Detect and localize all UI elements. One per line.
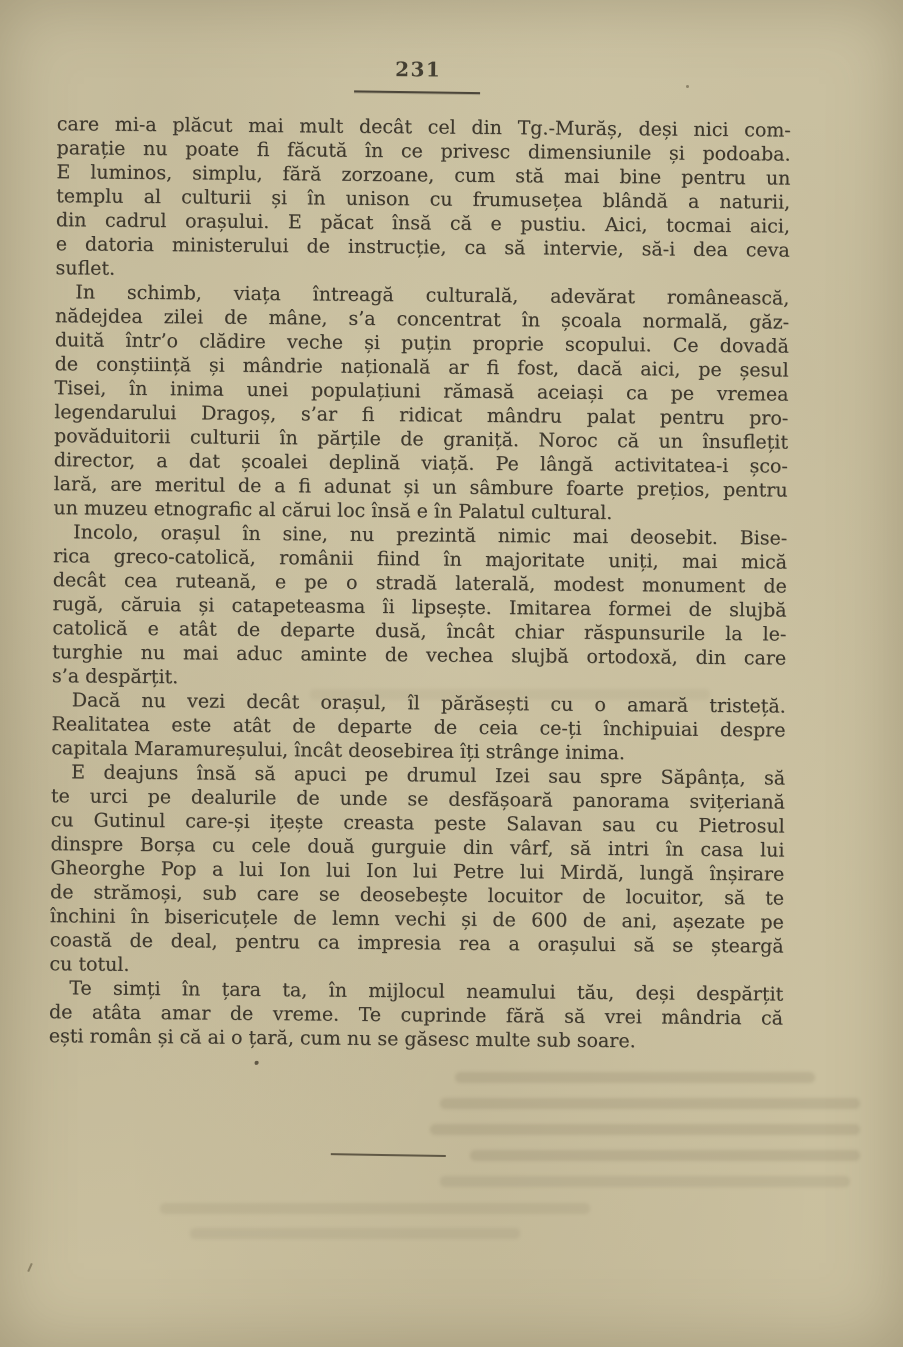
text-line: Tisei, în inima unei populațiuni rămasă aceiași ca pe vremea [54, 377, 789, 406]
text-line: Incolo, orașul în sine, nu prezintă nimic mai deosebit. Bise- [73, 521, 788, 550]
text-line: templu al culturii și în unison cu frumusețea blândă a naturii, [56, 185, 791, 214]
text-line: povăduitorii culturii în părțile de graniță. Noroc că un însuflețit [53, 425, 789, 454]
text-line: închini în bisericuțele de lemn vechi și de 600 de ani, așezate pe [49, 905, 784, 934]
text-line: Realitatea este atât de departe de ceia ce-ți închipuiai despre [51, 713, 786, 742]
text-line: s’a despărțit. [51, 665, 179, 689]
text-line: Dacă nu vezi decât orașul, îl părăsești cu o amară tristeță. [71, 689, 786, 718]
bleedthrough-artifact [430, 1124, 860, 1135]
text-line: parație nu poate fi făcută în ce privesc dimensiunile și podoaba. [56, 137, 791, 166]
text-line: te urci pe dealurile de unde se desfășoară panorama svițeriană [50, 785, 785, 814]
text-line: director, a dat școalei deplină viață. Pe lângă activitatea-i șco- [53, 449, 788, 478]
section-end-rule [331, 1153, 446, 1157]
text-line: de strămoși, sub care se deosebește locuitor de locuitor, să te [49, 881, 785, 910]
bleedthrough-artifact [440, 1176, 850, 1187]
page-number: 231 [395, 57, 442, 82]
text-line: un muzeu etnografic al cărui loc însă e în Palatul cultural. [53, 497, 613, 525]
page-number-rule [354, 90, 480, 94]
text-line: dinspre Borșa cu cele două gurguie din vârf, să intri în casa lui [50, 833, 785, 862]
text-line: turghie nu mai aduc aminte de vechea slujbă ortodoxă, din care [52, 641, 787, 670]
text-line: In schimb, viața întreagă culturală, adevărat românească, [75, 281, 790, 310]
bleedthrough-artifact [440, 1098, 860, 1109]
bleedthrough-artifact [310, 689, 710, 700]
text-line: E luminos, simplu, fără zorzoane, cum stă mai bine pentru un [56, 161, 791, 190]
text-line: suflet. [55, 257, 116, 280]
text-line: legendarului Dragoș, s’ar fi ridicat mândru palat pentru pro- [54, 401, 789, 430]
text-line: lară, are meritul de a fi adunat și un sâmbure foarte prețios, pentru [53, 473, 788, 502]
ink-dot-artifact [255, 1061, 259, 1065]
text-line: Te simți în țara ta, în mijlocul neamului tău, deși despărțit [69, 977, 784, 1006]
text-line: cu Gutinul care-și ițește creasta peste Salavan sau cu Pietrosul [50, 809, 785, 838]
text-line: cu totul. [49, 953, 130, 976]
text-line: din cadrul orașului. E păcat însă că e pustiu. Aici, tocmai aici, [55, 209, 791, 238]
text-line: capitala Maramureșului, încât deosebirea îți strânge inima. [51, 737, 626, 765]
bleedthrough-artifact [455, 1072, 815, 1083]
text-line: duită într’o clădire veche și puțin proprie scopului. Ce dovadă [54, 329, 789, 358]
bleedthrough-artifact [190, 1228, 520, 1239]
text-line: care mi-a plăcut mai mult decât cel din Tg.-Murăș, deși nici com- [56, 113, 791, 142]
text-line: coastă de deal, pentru ca impresia rea a orașului să se șteargă [49, 929, 784, 958]
text-line: e datoria ministerului de instrucție, ca să intervie, să-i dea ceva [55, 233, 790, 262]
paragraph [55, 112, 790, 286]
text-line: de conștiință și mândrie națională ar fi fost, dacă aici, pe șesul [54, 353, 789, 382]
text-line: Gheorghe Pop a lui Ion lui Ion lui Petre lui Mirdă, lungă înșirare [50, 857, 785, 886]
paragraph [49, 760, 785, 982]
text-line: rugă, căruia și catapeteasma îi lipsește. Imitarea formei de slujbă [52, 593, 787, 622]
text-block [49, 112, 791, 1054]
paragraph [52, 520, 787, 694]
paragraph [53, 280, 789, 526]
text-line: E deajuns însă să apuci pe drumul Izei sau spre Săpânța, să [71, 761, 786, 790]
bleedthrough-artifact [160, 1203, 590, 1214]
text-line: de atâta amar de vreme. Te cuprinde fără să vrei mândria că [48, 1001, 784, 1030]
ink-speck-artifact [686, 85, 689, 88]
paragraph [49, 976, 784, 1054]
text-line: rica greco-catolică, românii fiind în majoritate uniți, mai mică [52, 545, 788, 574]
text-line: nădejdea zilei de mâne, s’a concentrat în școala normală, găz- [55, 305, 790, 334]
text-line: catolică e atât de departe dusă, încât chiar răspunsurile la le- [52, 617, 787, 646]
bleedthrough-artifact [470, 1150, 860, 1161]
text-line: ești român și că ai o țară, cum nu se găsesc multe sub soare. [48, 1025, 636, 1053]
text-line: decât cea ruteană, e pe o stradă laterală, modest monument de [52, 569, 787, 598]
